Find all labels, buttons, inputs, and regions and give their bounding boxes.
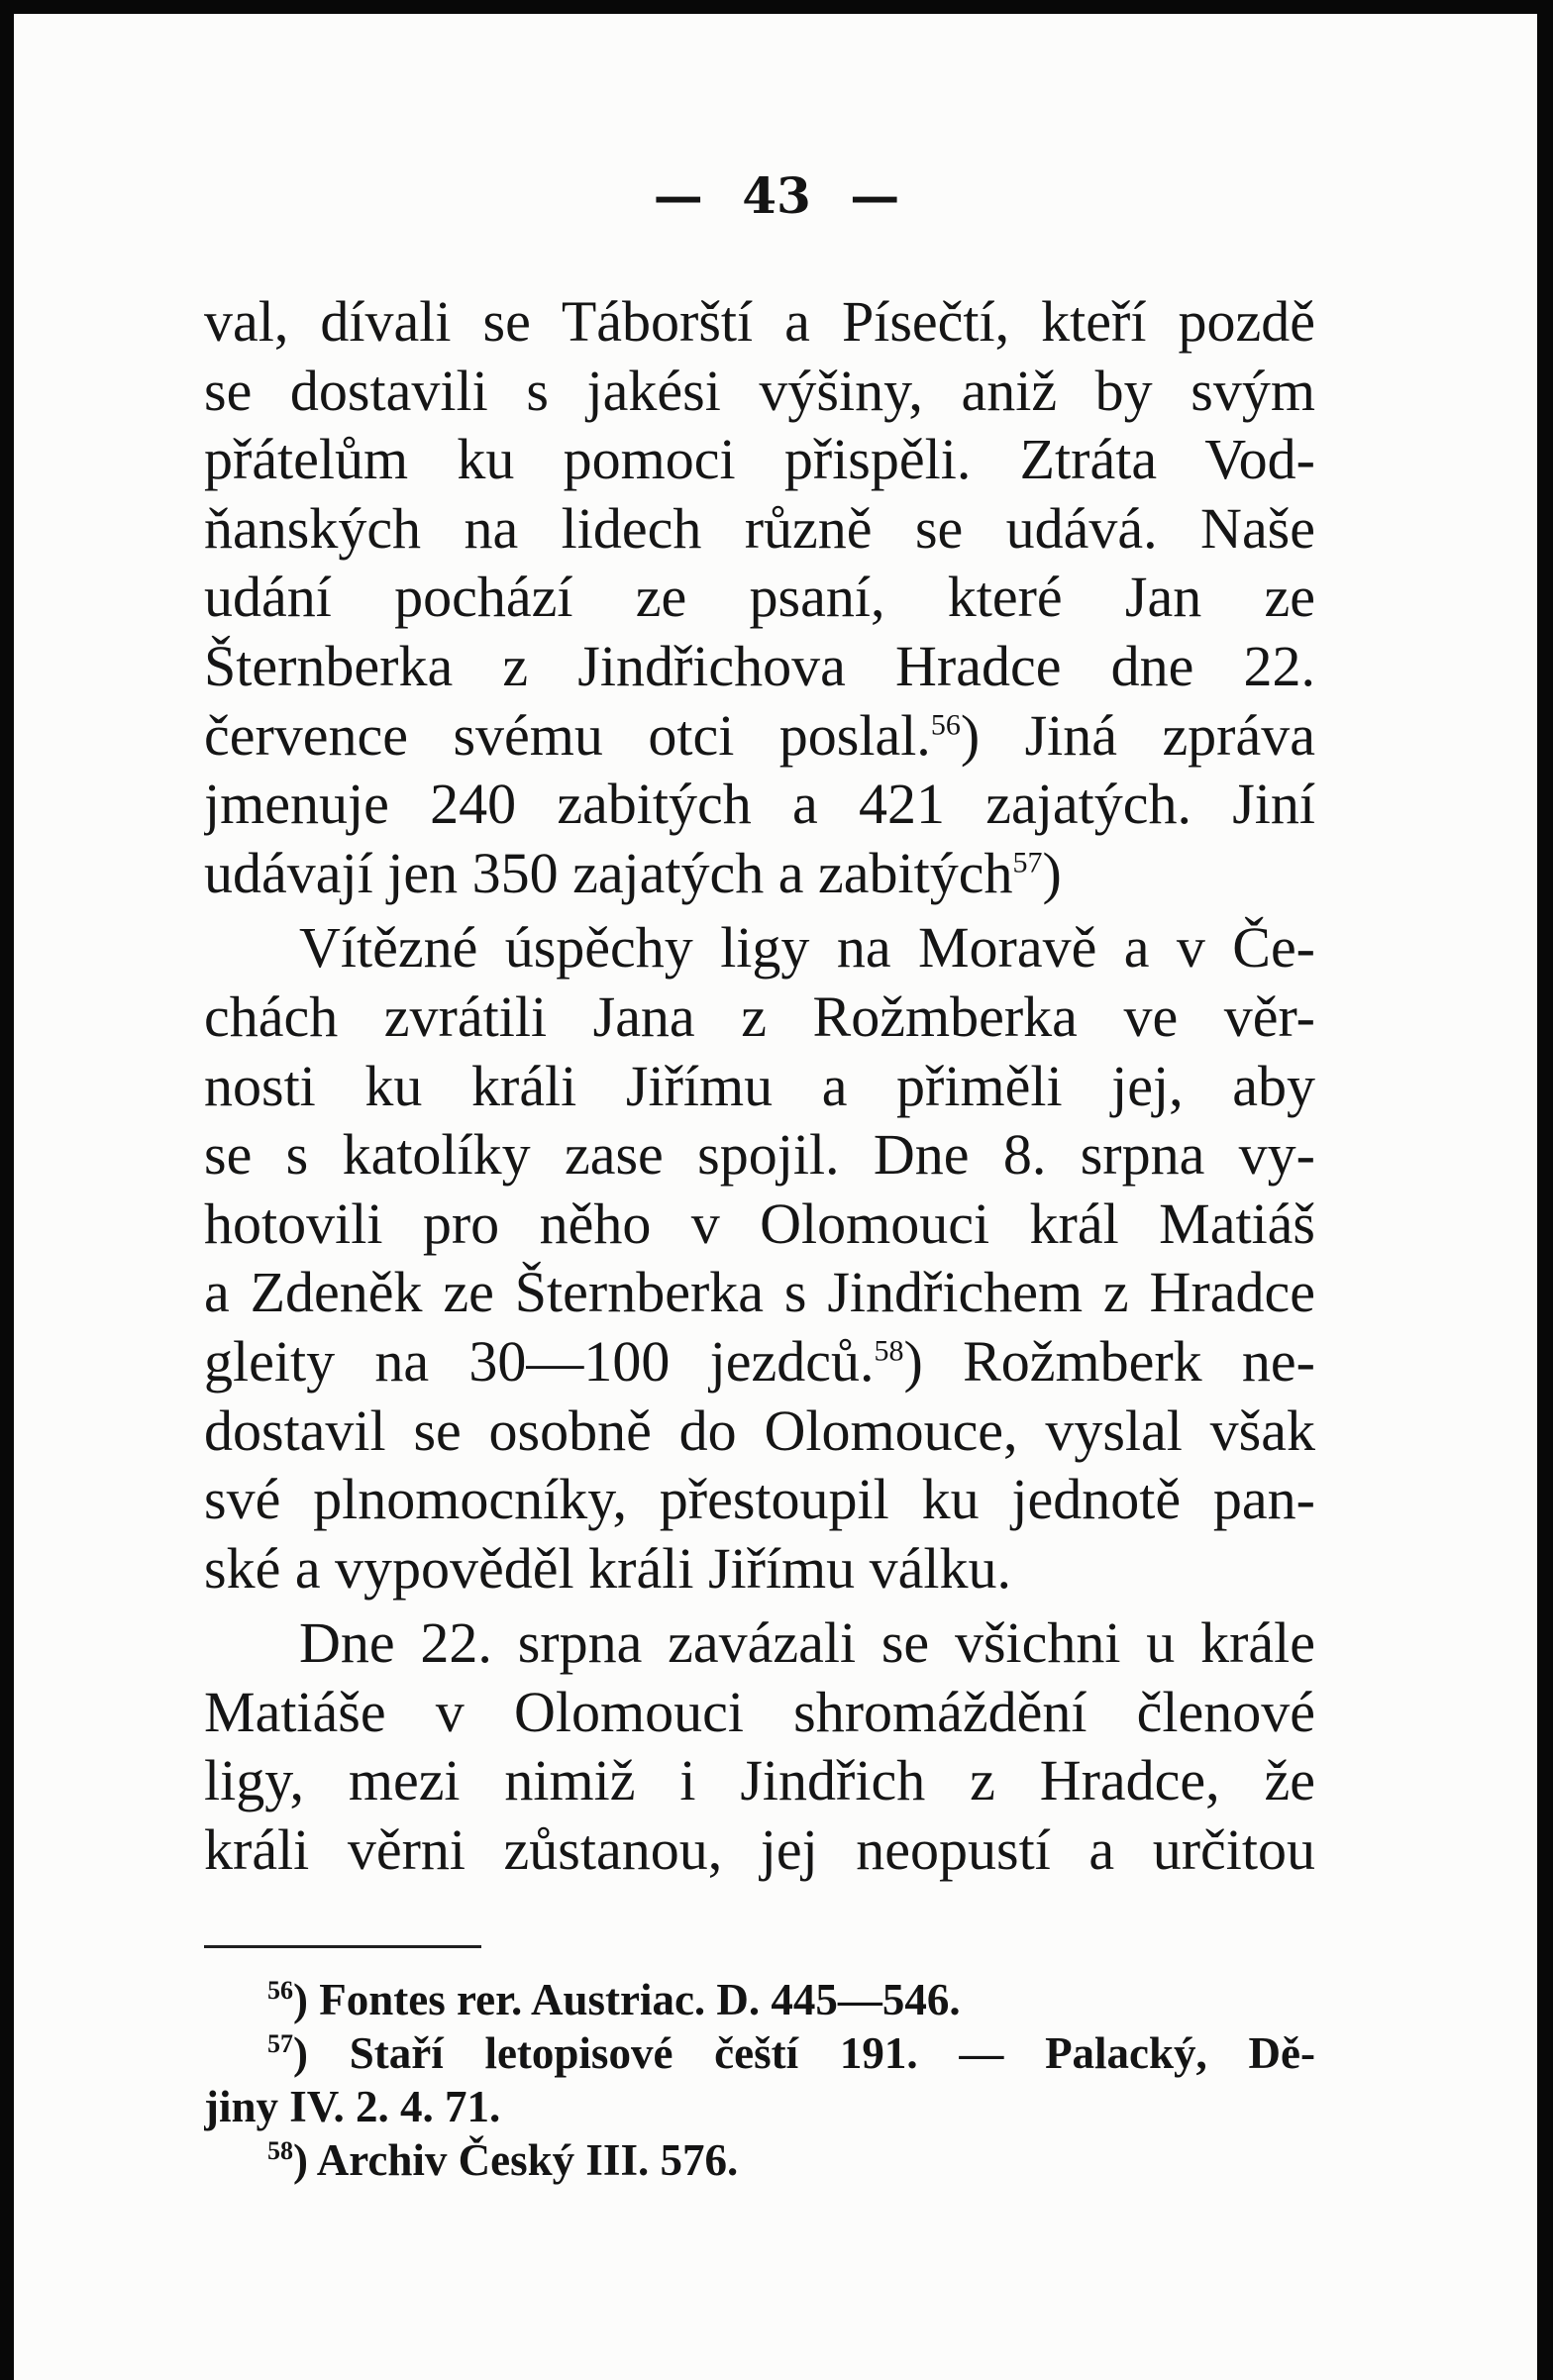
text-line	[204, 1327, 1315, 1397]
footnote-58	[204, 2133, 1315, 2187]
footnote-ref: 58	[874, 1334, 904, 1368]
page-number-value: 43	[742, 166, 811, 225]
text-line: se s katolíky zase spojil. Dne 8. srpna vy-	[204, 1122, 1315, 1188]
text-line: a Zdeněk ze Šternberka s Jindřichem z Hradce	[204, 1260, 1315, 1325]
scan-border-right	[1537, 0, 1553, 2380]
text-line: udání pochází ze psaní, které Jan ze	[204, 565, 1315, 630]
body-text	[204, 287, 1315, 1885]
text-line: ňanských na lidech různě se udává. Naše	[204, 495, 1315, 561]
footnote-text: ) Fontes rer. Austriac. D. 445—546.	[293, 1975, 961, 2024]
text-line: Šternberka z Jindřichova Hradce dne 22.	[204, 633, 1315, 698]
text-line: val, dívali se Táborští a Písečtí, kteří pozdě	[204, 289, 1315, 354]
footnote-ref: 57	[1012, 846, 1043, 880]
text-line	[204, 839, 1315, 908]
text-line: jmenuje 240 zabitých a 421 zajatých. Jiní	[204, 772, 1315, 837]
footnote-56	[204, 1973, 1315, 2026]
footnote-text: ) Archiv Český III. 576.	[293, 2135, 739, 2185]
text-fragment: ) Jiná zpráva	[960, 702, 1315, 768]
footnote-57-continuation: jiny IV. 2. 4. 71.	[204, 2082, 501, 2131]
text-line: nosti ku králi Jiřímu a přiměli jej, aby	[204, 1053, 1315, 1118]
footnote-57	[204, 2026, 1315, 2080]
page-number: — 43 —	[653, 166, 900, 225]
text-fragment: ) Rožmberk ne-	[903, 1328, 1315, 1394]
text-fragment: )	[1042, 840, 1062, 905]
text-fragment: gleity na 30—100 jezdců.	[204, 1328, 875, 1394]
footnote-separator	[204, 1945, 481, 1948]
footnote-ref: 56	[930, 708, 961, 742]
text-line: své plnomocníky, přestoupil ku jednotě pan-	[204, 1467, 1315, 1532]
text-line: dostavil se osobně do Olomouce, vyslal však	[204, 1397, 1315, 1463]
text-line: hotovili pro něho v Olomouci král Matiáš	[204, 1190, 1315, 1256]
text-fragment: udávají jen 350 zajatých a zabitých	[204, 840, 1013, 905]
text-line	[204, 701, 1315, 771]
text-line: přátelům ku pomoci přispěli. Ztráta Vod-	[204, 427, 1315, 492]
text-line: Dne 22. srpna zavázali se všichni u krále	[299, 1610, 1315, 1676]
scan-border-top	[0, 0, 1553, 14]
text-line: se dostavili s jakési výšiny, aniž by svým	[204, 358, 1315, 423]
footnotes	[204, 1973, 1315, 2187]
text-fragment: července svému otci poslal.	[204, 702, 931, 768]
text-line: Matiáše v Olomouci shromáždění členové	[204, 1679, 1315, 1744]
text-line: Vítězné úspěchy ligy na Moravě a v Če-	[299, 915, 1315, 981]
scan-border-left	[0, 0, 14, 2380]
text-line: ligy, mezi nimiž i Jindřich z Hradce, že	[204, 1748, 1315, 1813]
footnote-mark: 58	[267, 2136, 293, 2165]
footnote-mark: 57	[267, 2029, 293, 2058]
text-line: chách zvrátili Jana z Rožmberka ve věr-	[204, 983, 1315, 1049]
footnote-text: ) Staří letopisové čeští 191. — Palacký, Dě-	[293, 2028, 1315, 2078]
text-line: králi věrni zůstanou, jej neopustí a určitou	[204, 1817, 1315, 1883]
footnote-mark: 56	[267, 1976, 293, 2005]
text-line: ské a vypověděl králi Jiřímu válku.	[204, 1535, 1012, 1601]
